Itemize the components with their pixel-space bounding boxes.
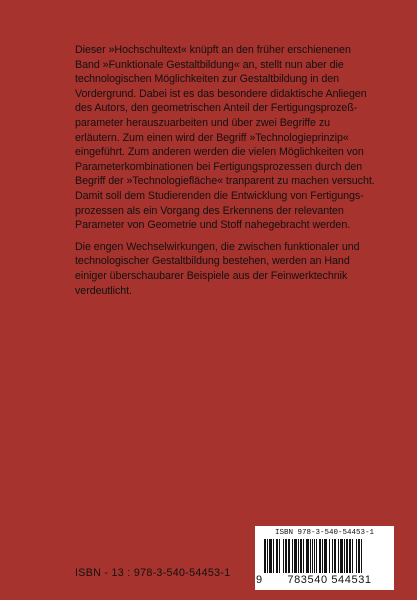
barcode-bar — [292, 539, 293, 573]
barcode-isbn-caption: ISBN 978-3-540-54453-1 — [274, 529, 375, 537]
barcode — [255, 526, 394, 590]
barcode-bar — [356, 539, 357, 573]
barcode-bar — [306, 539, 309, 573]
barcode-bar — [288, 539, 290, 573]
barcode-bar — [300, 539, 302, 573]
barcode-bar — [279, 539, 280, 573]
barcode-bar — [340, 539, 343, 573]
barcode-lead-digit: 9 — [256, 574, 263, 586]
barcode-bar — [338, 539, 339, 573]
barcode-bar — [358, 539, 360, 573]
barcode-bar — [349, 539, 351, 573]
barcode-bar — [283, 539, 284, 573]
barcode-bar — [314, 539, 315, 573]
barcode-bar — [312, 539, 313, 573]
barcode-bar — [264, 539, 266, 573]
barcode-bar — [316, 539, 317, 573]
barcode-bar — [285, 539, 287, 573]
barcode-bar — [303, 539, 304, 573]
barcode-bar — [310, 539, 311, 573]
barcode-bar — [334, 539, 336, 573]
barcode-bar — [273, 539, 274, 573]
isbn-line: ISBN - 13 : 978-3-540-54453-1 — [75, 567, 231, 579]
barcode-bar — [346, 539, 348, 573]
barcode-bar — [324, 539, 327, 573]
barcode-bar — [294, 539, 297, 573]
barcode-bar — [329, 539, 330, 573]
barcode-bar — [276, 539, 278, 573]
barcode-bar — [267, 539, 268, 573]
barcode-bar — [269, 539, 272, 573]
blurb-text — [75, 43, 395, 298]
barcode-bar — [332, 539, 333, 573]
blurb-paragraph-1: Dieser »Hochschultext« knüpft an den früher erschienenen Band »Funktionale Gestaltbildung« an, stellt nun aber die technologischen Möglichkeiten zur Gestaltbildung in den Vordergrund. Dabei ist es das besondere didaktische Anliegen des Autors, den geometrischen Anteil der Fertigungsprozeß- parameter herauszuarbeiten und über zwei Begriffe zu erläutern. Zum einen wird der Begriff »Technologieprinzip« eingeführt. Zum anderen werden die vielen Möglichkeiten von Parameterkombinationen bei Fertigungsprozessen durch den Begriff der »Technologiefläche« tranparent zu machen versucht. Damit soll dem Studierenden die Entwicklung von Fertigungs- prozessen als ein Vorgang des Erkennens der relevanten Parameter von Geometrie und Stoff nahegebracht werden. — [75, 44, 375, 232]
barcode-bar — [319, 539, 321, 573]
barcode-digits: 783540 544531 — [287, 574, 372, 586]
barcode-bar — [298, 539, 299, 573]
barcode-bar — [352, 539, 353, 573]
barcode-bar — [344, 539, 345, 573]
blurb-paragraph-2: Die engen Wechselwirkungen, die zwischen funktionaler und technologischer Gestaltbildung bestehen, werden an Hand einiger überschaubarer Beispiele aus der Feinwerktechnik verdeutlicht. — [75, 240, 360, 297]
barcode-bar — [322, 539, 323, 573]
barcode-bar — [361, 539, 362, 573]
barcode-bars — [263, 539, 387, 573]
